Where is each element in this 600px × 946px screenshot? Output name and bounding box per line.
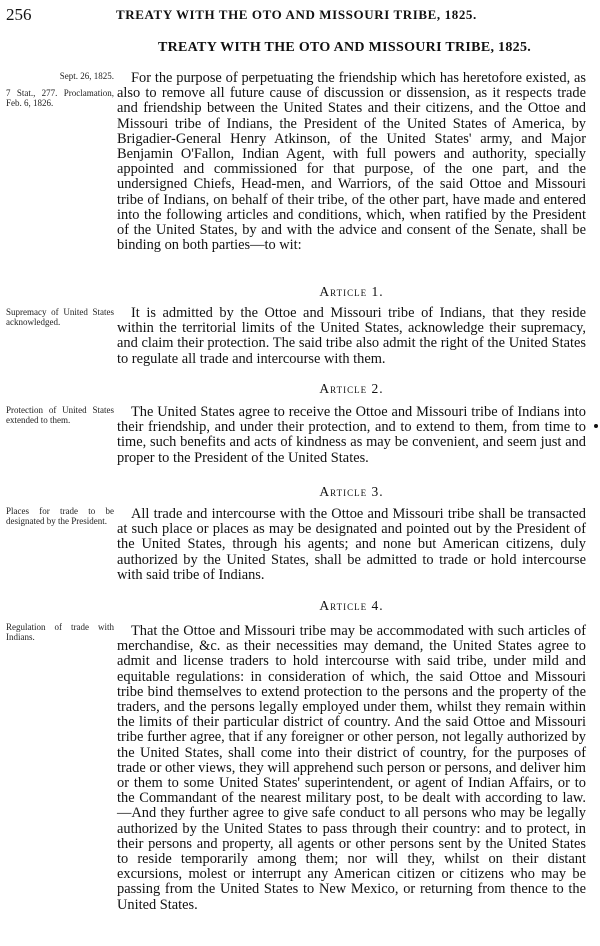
article-4-text: That the Ottoe and Missouri tribe may be accommodated with such articles of merchandise, &c. as their necessities may demand, the United States agree to admit and license traders to hold intercourse with said tribe, under mild and equitable regulations: in consideration of which, the said Ottoe and Missouri tribe bind themselves to extend protection to the persons and the property of the traders, and the persons legally employed under them, whilst they remain within the limits of their particular district of country. And the said Ottoe and Missouri tribe further agree, that if any foreigner or other person, not legally authorized by the United States, shall come into their district of country, for the purposes of trade or other views, they will apprehend such person or persons, and deliver him or them to some United States' superintendent, or agent of Indian Affairs, or to the Commandant of the nearest military post, to be dealt with according to law.—And they further agree to give safe conduct to all persons who may be legally authorized by the United States to pass through their country: and to protect, in their persons and property, all agents or other persons sent by the United States to reside temporarily among them; nor will they, whilst on their distant excursions, molest or interrupt any American citizen or citizens who may be passing from the United States to New Mexico, or returning from thence to the United States.: [117, 623, 586, 913]
article-4-heading: Article 4.: [319, 598, 384, 613]
margin-note-regulation: Regulation of trade with Indians.: [6, 622, 114, 642]
margin-note-supremacy: Supremacy of United States acknowledged.: [6, 307, 114, 327]
article-3-text: All trade and intercourse with the Ottoe and Missouri tribe shall be transacted at such place or places as may be designated and pointed out by the President of the United States, through his agents; and none but American citizens, duly authorized by the United States, shall be admitted to trade or hold intercourse with said tribe of Indians.: [117, 506, 586, 583]
article-1-heading: Article 1.: [319, 284, 384, 299]
margin-note-places: Places for trade to be designated by the President.: [6, 506, 114, 526]
page-title: TREATY WITH THE OTO AND MISSOURI TRIBE, 1825.: [158, 40, 532, 55]
article-2-paragraph: [117, 405, 586, 466]
margin-note-citation: 7 Stat., 277. Proclamation, Feb. 6, 1826.: [6, 88, 114, 108]
page-number: 256: [6, 5, 32, 24]
article-3-paragraph: [117, 507, 586, 583]
article-2-heading: Article 2.: [319, 381, 384, 396]
article-1-paragraph: [117, 306, 586, 367]
article-2-text: The United States agree to receive the Ottoe and Missouri tribe of Indians into their friendship, and under their protection, and to extend to them, from time to time, such benefits and acts of kindness as may be convenient, and seem just and proper to the President of the United States.: [117, 404, 586, 466]
article-3-heading: Article 3.: [319, 484, 384, 499]
article-4-paragraph: [117, 624, 586, 913]
preamble-text: For the purpose of perpetuating the friendship which has heretofore existed, as also to remove all future cause of discussion or dissension, as it respects trade and friendship between the United States and their citizens, and the Ottoe and Missouri tribe of Indians, the President of the United States of America, by Brigadier-General Henry Atkinson, of the United States' army, and Major Benjamin O'Fallon, Indian Agent, with full powers and authority, specially appointed and commissioned for that purpose, of the one part, and the undersigned Chiefs, Head-men, and Warriors, of the said Ottoe and Missouri tribe of Indians, on behalf of their tribe, of the other part, have made and entered into the following articles and conditions, which, when ratified by the President of the United States, by and with the advice and consent of the Senate, shall be binding on both parties—to wit:: [117, 70, 586, 254]
running-head: [6, 4, 594, 26]
margin-note-date: Sept. 26, 1825.: [59, 71, 114, 81]
running-title: TREATY WITH THE OTO AND MISSOURI TRIBE, 1825.: [116, 7, 477, 22]
preamble-paragraph: [117, 71, 586, 253]
print-speck: [594, 424, 598, 428]
margin-note-protection: Protection of United States extended to them.: [6, 405, 114, 425]
article-1-text: It is admitted by the Ottoe and Missouri tribe of Indians, that they reside within the territorial limits of the United States, acknowledge their supremacy, and claim their protection. The said tribe also admit the right of the United States to regulate all trade and intercourse with them.: [117, 305, 586, 367]
